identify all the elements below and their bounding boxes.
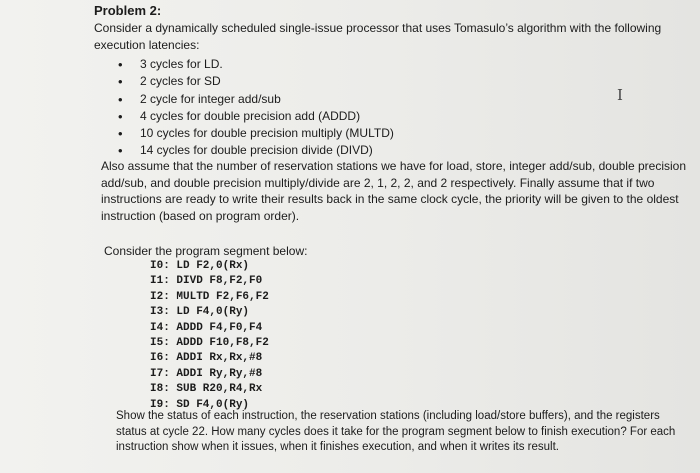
code-line: I5: ADDD F10,F8,F2 xyxy=(150,337,269,350)
text-cursor-icon: I xyxy=(617,86,623,104)
code-line: I4: ADDD F4,F0,F4 xyxy=(150,321,263,334)
code-line: I8: SUB R20,R4,Rx xyxy=(150,383,263,396)
code-line: I3: LD F4,0(Ry) xyxy=(150,306,250,319)
code-line: I6: ADDI Rx,Rx,#8 xyxy=(150,352,263,365)
list-item: • 4 cycles for double precision add (ADDD) xyxy=(118,108,394,125)
code-block xyxy=(150,259,269,413)
list-item: • 14 cycles for double precision divide (DIVD) xyxy=(118,142,394,159)
problem-intro: Consider a dynamically scheduled single-issue processor that uses Tomasulo’s algorithm with the following execution latencies: xyxy=(94,21,662,52)
consider-label: Consider the program segment below: xyxy=(104,244,308,258)
code-line: I1: DIVD F8,F2,F0 xyxy=(150,275,263,288)
question-paragraph: Show the status of each instruction, the reservation stations (including load/store buffers), and the registers status at cycle 22. How many cycles does it take for the program segment below to finish execution? For each instruction show when it issues, when it finishes execution, and when it writes its result. xyxy=(116,410,676,453)
assumption-paragraph: Also assume that the number of reservation stations we have for load, store, integer add/sub, double precision add/sub, and double precision multiply/divide are 2, 1, 2, 2, and 2 respectively. Finally assume that if two instructions are ready to write their results back in the same clock cycle, the priority will be given to the oldest instruction (based on program order). xyxy=(101,159,686,223)
latency-list xyxy=(118,56,394,160)
list-item: • 2 cycle for integer add/sub xyxy=(118,91,394,108)
code-line: I0: LD F2,0(Rx) xyxy=(150,260,250,272)
code-line: I7: ADDI Ry,Ry,#8 xyxy=(150,367,263,380)
code-line: I9: SD F4,0(Ry) xyxy=(150,398,250,411)
list-item: • 3 cycles for LD. xyxy=(118,56,394,73)
code-line: I2: MULTD F2,F6,F2 xyxy=(150,290,269,303)
list-item: • 10 cycles for double precision multiply (MULTD) xyxy=(118,125,394,142)
list-item: • 2 cycles for SD xyxy=(118,73,394,90)
problem-title: Problem 2: xyxy=(94,3,162,18)
